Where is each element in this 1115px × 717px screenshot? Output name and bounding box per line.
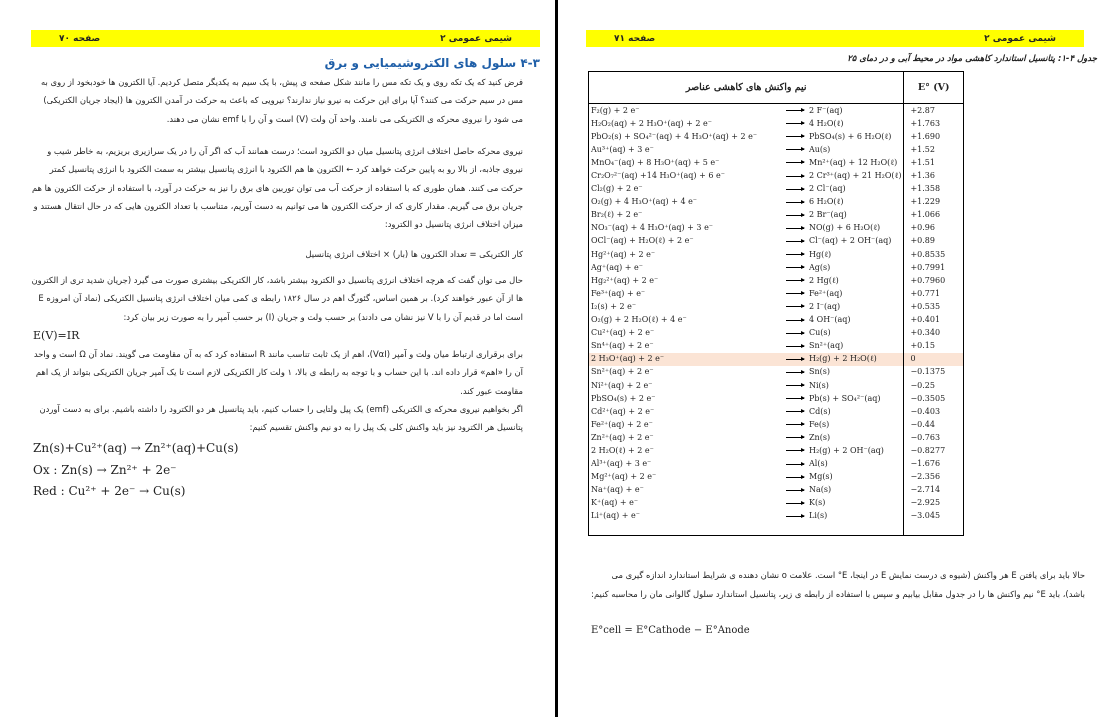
arrow-icon bbox=[783, 117, 807, 130]
table-row bbox=[589, 235, 964, 248]
arrow-icon bbox=[783, 379, 807, 392]
potential-cell: 0 bbox=[904, 353, 964, 366]
product-cell: Sn²⁺(aq) bbox=[809, 341, 844, 351]
arrow-icon bbox=[783, 274, 807, 287]
product-cell: Ni(s) bbox=[809, 380, 829, 390]
reactant-cell: PbSO₄(s) + 2 e⁻ bbox=[589, 392, 784, 405]
page-divider bbox=[555, 0, 558, 717]
right-arrow-icon bbox=[786, 411, 804, 412]
product-cell: Au(s) bbox=[809, 144, 831, 154]
product-cell: Hg(ℓ) bbox=[809, 249, 832, 259]
table-row bbox=[589, 471, 964, 484]
reactant-cell: Cd²⁺(aq) + 2 e⁻ bbox=[589, 405, 784, 418]
arrow-icon bbox=[783, 287, 807, 300]
potential-cell: −2.925 bbox=[904, 497, 964, 510]
arrow-icon bbox=[783, 458, 807, 471]
reactant-cell: Fe³⁺(aq) + e⁻ bbox=[589, 287, 784, 300]
arrow-icon bbox=[783, 235, 807, 248]
table-row bbox=[589, 117, 964, 130]
reactant-cell: OCl⁻(aq) + H₂O(ℓ) + 2 e⁻ bbox=[589, 235, 784, 248]
table-row bbox=[589, 418, 964, 431]
table-body bbox=[589, 104, 964, 536]
table-row bbox=[589, 405, 964, 418]
product-cell: 2 Cr³⁺(aq) + 21 H₂O(ℓ) bbox=[809, 171, 902, 181]
arrow-icon bbox=[783, 431, 807, 444]
table-row bbox=[589, 196, 964, 209]
potential-cell: +1.690 bbox=[904, 130, 964, 143]
oxidation-reaction: Ox : Zn(s) → Zn²⁺ + 2e⁻ bbox=[33, 463, 177, 477]
reactant-cell: PbO₂(s) + SO₄²⁻(aq) + 4 H₃O⁺(aq) + 2 e⁻ bbox=[589, 130, 784, 143]
reactant-cell: Sn⁴⁺(aq) + 2 e⁻ bbox=[589, 340, 784, 353]
arrow-icon bbox=[783, 183, 807, 196]
potential-cell: +0.340 bbox=[904, 327, 964, 340]
arrow-icon bbox=[783, 392, 807, 405]
product-cell: Cu(s) bbox=[809, 328, 831, 338]
arrow-icon bbox=[783, 143, 807, 156]
potential-cell: +0.8535 bbox=[904, 248, 964, 261]
table-row bbox=[589, 222, 964, 235]
potential-cell: +1.229 bbox=[904, 196, 964, 209]
potential-cell: −0.763 bbox=[904, 431, 964, 444]
arrow-icon bbox=[783, 209, 807, 222]
right-arrow-icon bbox=[786, 398, 804, 399]
table-row bbox=[589, 458, 964, 471]
table-row bbox=[589, 340, 964, 353]
reactant-cell: K⁺(aq) + e⁻ bbox=[589, 497, 784, 510]
arrow-icon bbox=[783, 222, 807, 235]
potential-cell: +1.358 bbox=[904, 183, 964, 196]
product-cell: 2 Br⁻(aq) bbox=[809, 210, 847, 220]
potential-cell: +1.52 bbox=[904, 143, 964, 156]
right-arrow-icon bbox=[786, 241, 804, 242]
arrow-icon bbox=[783, 314, 807, 327]
right-arrow-icon bbox=[786, 464, 804, 465]
right-arrow-icon bbox=[786, 123, 804, 124]
reactant-cell: Cl₂(g) + 2 e⁻ bbox=[589, 183, 784, 196]
potential-cell: +0.15 bbox=[904, 340, 964, 353]
potential-cell: −0.8277 bbox=[904, 444, 964, 457]
potential-cell: +1.36 bbox=[904, 169, 964, 182]
arrow-icon bbox=[783, 484, 807, 497]
arrow-icon bbox=[783, 497, 807, 510]
reactant-cell: Au³⁺(aq) + 3 e⁻ bbox=[589, 143, 784, 156]
right-arrow-icon bbox=[786, 136, 804, 137]
product-cell: Zn(s) bbox=[809, 432, 831, 442]
paragraph: حالا باید برای یافتن E هر واکنش (شیوه ی درست نمایش E در اینجا، E° است. علامت o نشان دهنده ی شرایط استاندارد اندازه گیری می باشد)، باید E° نیم واکنش ها را در جدول مقابل بیابیم و سپس با استفاده از رابطه ی زیر، پتانسیل استاندارد سلول گالوانی مان را محاسبه کنیم: bbox=[591, 570, 1085, 599]
potential-cell: +0.771 bbox=[904, 287, 964, 300]
product-cell: Mn²⁺(aq) + 12 H₂O(ℓ) bbox=[809, 157, 898, 167]
right-arrow-icon bbox=[786, 293, 804, 294]
potential-cell: +0.7960 bbox=[904, 274, 964, 287]
reactant-cell: H₂O₂(aq) + 2 H₃O⁺(aq) + 2 e⁻ bbox=[589, 117, 784, 130]
potential-cell: −0.3505 bbox=[904, 392, 964, 405]
table-row bbox=[589, 327, 964, 340]
right-arrow-icon bbox=[786, 346, 804, 347]
cell-potential-formula: E°cell = E°Cathode − E°Anode bbox=[591, 625, 750, 636]
potential-cell: +1.763 bbox=[904, 117, 964, 130]
table-row bbox=[589, 169, 964, 182]
table-row bbox=[589, 143, 964, 156]
potential-cell: −2.356 bbox=[904, 471, 964, 484]
product-cell: 2 I⁻(aq) bbox=[809, 301, 841, 311]
potential-cell: +0.89 bbox=[904, 235, 964, 248]
right-arrow-icon bbox=[786, 450, 804, 451]
arrow-icon bbox=[783, 327, 807, 340]
product-cell: 2 Hg(ℓ) bbox=[809, 275, 839, 285]
book-title: شیمی عمومی ۲ bbox=[440, 33, 512, 44]
product-cell: Fe(s) bbox=[809, 419, 830, 429]
reactant-cell: F₂(g) + 2 e⁻ bbox=[589, 104, 784, 118]
table-row bbox=[589, 444, 964, 457]
reactant-cell: MnO₄⁻(aq) + 8 H₃O⁺(aq) + 5 e⁻ bbox=[589, 156, 784, 169]
arrow-icon bbox=[783, 444, 807, 457]
right-arrow-icon bbox=[786, 176, 804, 177]
table-caption: جدول ۴-۱: پتانسیل استاندارد کاهشی مواد در محیط آبی و در دمای ۲۵ bbox=[847, 54, 1097, 64]
arrow-icon bbox=[783, 300, 807, 313]
product-cell: PbSO₄(s) + 6 H₂O(ℓ) bbox=[809, 131, 892, 141]
table-row bbox=[589, 261, 964, 274]
arrow-icon bbox=[783, 130, 807, 143]
reactant-cell: Zn²⁺(aq) + 2 e⁻ bbox=[589, 431, 784, 444]
product-cell: Li(s) bbox=[807, 510, 904, 536]
product-cell: 4 OH⁻(aq) bbox=[809, 315, 851, 325]
page-number: صفحه ۷۱ bbox=[614, 33, 656, 44]
potential-cell: −0.44 bbox=[904, 418, 964, 431]
potential-cell: −0.25 bbox=[904, 379, 964, 392]
reactant-cell: 2 H₃O⁺(aq) + 2 e⁻ bbox=[589, 353, 784, 366]
potential-cell: −0.403 bbox=[904, 405, 964, 418]
table-row bbox=[589, 366, 964, 379]
product-cell: 6 H₂O(ℓ) bbox=[809, 197, 844, 207]
table-row bbox=[589, 497, 964, 510]
table-row bbox=[589, 287, 964, 300]
section-title: ۴-۳ سلول های الکتروشیمیایی و برق bbox=[324, 56, 540, 70]
potential-cell: +0.96 bbox=[904, 222, 964, 235]
potential-cell: +1.51 bbox=[904, 156, 964, 169]
arrow-icon bbox=[783, 510, 807, 536]
reactant-cell: Cu²⁺(aq) + 2 e⁻ bbox=[589, 327, 784, 340]
reactant-cell: NO₃⁻(aq) + 4 H₃O⁺(aq) + 3 e⁻ bbox=[589, 222, 784, 235]
product-cell: Fe²⁺(aq) bbox=[809, 288, 843, 298]
reactant-cell: O₂(g) + 4 H₃O⁺(aq) + 4 e⁻ bbox=[589, 196, 784, 209]
potential-cell: +1.066 bbox=[904, 209, 964, 222]
reactant-cell: Cr₂O₇²⁻(aq) +14 H₃O⁺(aq) + 6 e⁻ bbox=[589, 169, 784, 182]
potential-cell: +0.7991 bbox=[904, 261, 964, 274]
table-row bbox=[589, 314, 964, 327]
right-arrow-icon bbox=[786, 490, 804, 491]
right-arrow-icon bbox=[786, 215, 804, 216]
reactant-cell: Li⁺(aq) + e⁻ bbox=[589, 510, 784, 536]
table-row bbox=[589, 156, 964, 169]
table-row bbox=[589, 248, 964, 261]
product-cell: Cl⁻(aq) + 2 OH⁻(aq) bbox=[809, 236, 892, 246]
right-arrow-icon bbox=[786, 477, 804, 478]
paragraph: برای برقراری ارتباط میان ولت و آمپر (VαI)، اهم از یک ثابت تناسب مانند R استفاده کرد که به آن مقاومت می گویند. نماد آن Ω است و واحد آن را «اهم» قرار داده اند. با این حساب و با توجه به رابطه ی بالا، ۱ ولت کار الکتریکی لازم است تا یک آمپر جریان الکتریکی بتواند از یک اهم مقاومت عبور کند. bbox=[33, 349, 523, 396]
table-row bbox=[589, 353, 964, 366]
right-arrow-icon bbox=[786, 254, 804, 255]
table-row bbox=[589, 274, 964, 287]
right-arrow-icon bbox=[786, 306, 804, 307]
arrow-icon bbox=[783, 353, 807, 366]
right-arrow-icon bbox=[786, 189, 804, 190]
right-arrow-icon bbox=[786, 437, 804, 438]
potential-cell: +2.87 bbox=[904, 104, 964, 118]
product-cell: 2 F⁻(aq) bbox=[809, 105, 843, 115]
arrow-icon bbox=[783, 405, 807, 418]
arrow-icon bbox=[783, 366, 807, 379]
reactant-cell: Ag⁺(aq) + e⁻ bbox=[589, 261, 784, 274]
table-row bbox=[589, 130, 964, 143]
table-row bbox=[589, 510, 964, 536]
product-cell: Na(s) bbox=[809, 485, 832, 495]
reactant-cell: Al³⁺(aq) + 3 e⁻ bbox=[589, 458, 784, 471]
page-number: صفحه ۷۰ bbox=[59, 33, 101, 44]
right-arrow-icon bbox=[786, 110, 804, 111]
right-arrow-icon bbox=[786, 149, 804, 150]
right-arrow-icon bbox=[786, 424, 804, 425]
page-header bbox=[586, 30, 1084, 47]
right-arrow-icon bbox=[786, 280, 804, 281]
arrow-icon bbox=[783, 104, 807, 118]
arrow-icon bbox=[783, 261, 807, 274]
paragraph: نیروی محرکه حاصل اختلاف انرژی پتانسیل میان دو الکترود است؛ درست همانند آب که اگر آن را در یک سرازیری بریزیم، به خاطر شیب و نیروی جاذبه، از بالا رو به پایین حرکت خواهد کرد ← الکترون ها هم الکترود با انرژی پتانسیل بیشتر به سمت الکترود با انرژی پتانسیل کمتر حرکت می کنند. همان طوری که با استفاده از حرکت آب می توان توربین های برق را نیز به حرکت در آورد، با استفاده از حرکت الکترون ها هم جریان برق می گیریم. مقدار کاری که از حرکت الکترون ها می توانیم به دست آوریم، متناسب با تعداد الکترون هایی که در حال انتقال هستند و میزان اختلاف انرژی پتانسیل دو الکترود: bbox=[31, 146, 523, 230]
reactant-cell: Fe²⁺(aq) + 2 e⁻ bbox=[589, 418, 784, 431]
page-header bbox=[31, 30, 540, 47]
table-row bbox=[589, 484, 964, 497]
product-cell: NO(g) + 6 H₂O(ℓ) bbox=[809, 223, 881, 233]
reduction-reaction: Red : Cu²⁺ + 2e⁻ → Cu(s) bbox=[33, 484, 186, 498]
arrow-icon bbox=[783, 418, 807, 431]
column-header-reaction: نیم واکنش های کاهشی عناصر bbox=[589, 72, 904, 104]
product-cell: H₂(g) + 2 H₂O(ℓ) bbox=[807, 353, 904, 366]
arrow-icon bbox=[783, 196, 807, 209]
right-arrow-icon bbox=[786, 385, 804, 386]
table-row bbox=[589, 183, 964, 196]
reactant-cell: Sn²⁺(aq) + 2 e⁻ bbox=[589, 366, 784, 379]
product-cell: Al(s) bbox=[809, 459, 828, 469]
book-title: شیمی عمومی ۲ bbox=[984, 33, 1056, 44]
right-arrow-icon bbox=[786, 320, 804, 321]
product-cell: Mg(s) bbox=[809, 472, 833, 482]
right-arrow-icon bbox=[786, 516, 804, 517]
table-row bbox=[589, 379, 964, 392]
right-arrow-icon bbox=[786, 372, 804, 373]
arrow-icon bbox=[783, 248, 807, 261]
right-arrow-icon bbox=[786, 359, 804, 360]
arrow-icon bbox=[783, 471, 807, 484]
reactant-cell: Hg₂²⁺(aq) + 2 e⁻ bbox=[589, 274, 784, 287]
reactant-cell: Ni²⁺(aq) + 2 e⁻ bbox=[589, 379, 784, 392]
page-left bbox=[0, 0, 555, 717]
arrow-icon bbox=[783, 169, 807, 182]
arrow-icon bbox=[783, 340, 807, 353]
reactant-cell: I₂(s) + 2 e⁻ bbox=[589, 300, 784, 313]
right-arrow-icon bbox=[786, 503, 804, 504]
potential-cell: −2.714 bbox=[904, 484, 964, 497]
product-cell: K(s) bbox=[809, 498, 826, 508]
ohm-law-formula: E(V)=IR bbox=[33, 329, 80, 342]
reactant-cell: Na⁺(aq) + e⁻ bbox=[589, 484, 784, 497]
product-cell: Cd(s) bbox=[809, 406, 831, 416]
reduction-potential-table bbox=[588, 71, 964, 536]
overall-reaction: Zn(s)+Cu²⁺(aq) → Zn²⁺(aq)+Cu(s) bbox=[33, 441, 239, 455]
column-header-potential: E° (V) bbox=[904, 72, 964, 104]
potential-cell: +0.401 bbox=[904, 314, 964, 327]
table-row bbox=[589, 431, 964, 444]
work-formula: کار الکتریکی = تعداد الکترون ها (بار) × اختلاف انرژی پتانسیل bbox=[305, 249, 523, 259]
paragraph: فرض کنید که یک تکه روی و یک تکه مس را مانند شکل صفحه ی پیش، با یک سیم به یکدیگر متصل کردیم. آیا الکترون ها خودبخود از روی به مس در سیم حرکت می کنند؟ آیا برای این حرکت به نیرو نیاز ندارند؟ نیرویی که باعث به حرکت در آمدن الکترون ها (ایجاد جریان الکتریکی) می شود را نیروی محرکه ی الکتریکی می نامند. واحد آن ولت (V) است و آن را با emf نشان می دهند. bbox=[41, 77, 523, 124]
table-header-row bbox=[589, 72, 964, 104]
reactant-cell: Mg²⁺(aq) + 2 e⁻ bbox=[589, 471, 784, 484]
table-row bbox=[589, 209, 964, 222]
right-arrow-icon bbox=[786, 202, 804, 203]
product-cell: Pb(s) + SO₄²⁻(aq) bbox=[809, 393, 881, 403]
right-arrow-icon bbox=[786, 228, 804, 229]
potential-cell: −0.1375 bbox=[904, 366, 964, 379]
table-row bbox=[589, 300, 964, 313]
product-cell: Ag(s) bbox=[809, 262, 831, 272]
reactant-cell: Hg²⁺(aq) + 2 e⁻ bbox=[589, 248, 784, 261]
table-row bbox=[589, 392, 964, 405]
paragraph: اگر بخواهیم نیروی محرکه ی الکتریکی (emf) یک پیل ولتایی را حساب کنیم، باید پتانسیل هر دو الکترود را داشته باشیم. برای به دست آوردن پتانسیل هر الکترود نیز باید واکنش کلی یک پیل را به دو نیم واکنش تقسیم کنیم: bbox=[39, 404, 523, 433]
right-arrow-icon bbox=[786, 162, 804, 163]
reactant-cell: Br₂(ℓ) + 2 e⁻ bbox=[589, 209, 784, 222]
table-row bbox=[589, 104, 964, 118]
arrow-icon bbox=[783, 156, 807, 169]
potential-cell: +0.535 bbox=[904, 300, 964, 313]
product-cell: H₂(g) + 2 OH⁻(aq) bbox=[809, 445, 884, 455]
reactant-cell: 2 H₂O(ℓ) + 2 e⁻ bbox=[589, 444, 784, 457]
potential-cell: −3.045 bbox=[904, 510, 964, 536]
product-cell: 2 Cl⁻(aq) bbox=[809, 184, 846, 194]
right-arrow-icon bbox=[786, 267, 804, 268]
product-cell: 4 H₂O(ℓ) bbox=[809, 118, 844, 128]
right-arrow-icon bbox=[786, 333, 804, 334]
paragraph: حال می توان گفت که هرچه اختلاف انرژی پتانسیل دو الکترود بیشتر باشد، کار الکتریکی بیشتری صورت می گیرد (جریان شدید تری از الکترون ها از آن عبور خواهند کرد). بر همین اساس، گئورگ اهم در سال ۱۸۲۶ رابطه ی کمی میان اختلاف انرژی پتانسیل الکتریکی (نماد آن امروزه E است اما در قدیم آن را با V نیز نشان می دادند) بر حسب ولت و جریان (I) بر حسب آمپر را به صورت زیر بیان کرد: bbox=[31, 275, 523, 322]
reactant-cell: O₂(g) + 2 H₂O(ℓ) + 4 e⁻ bbox=[589, 314, 784, 327]
page-right bbox=[559, 0, 1115, 717]
product-cell: Sn(s) bbox=[809, 367, 830, 377]
potential-cell: −1.676 bbox=[904, 458, 964, 471]
